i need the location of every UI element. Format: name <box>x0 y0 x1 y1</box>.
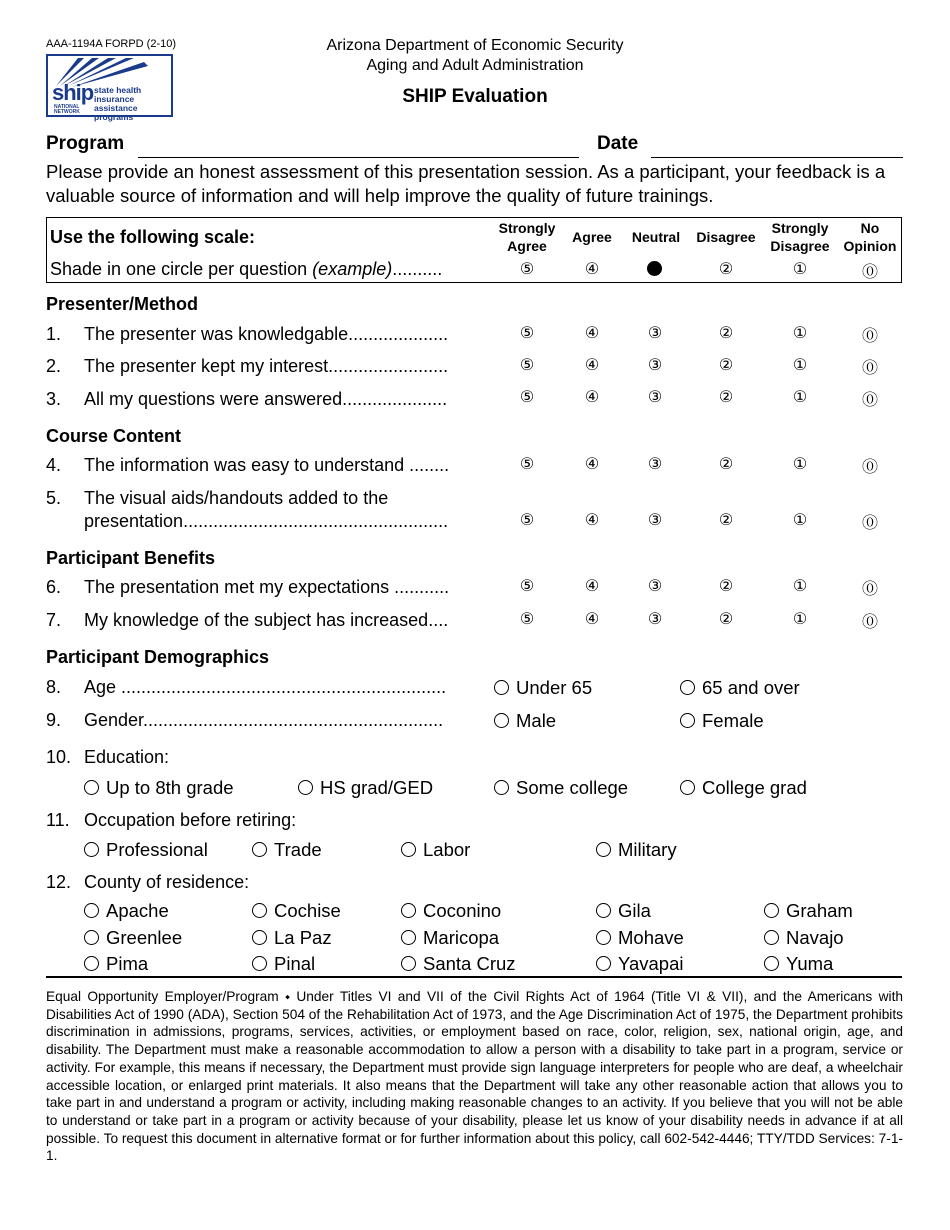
rating-circle[interactable]: ① <box>792 611 808 628</box>
section-benefits: Participant Benefits <box>46 548 216 568</box>
rating-circle[interactable]: ⑤ <box>519 611 535 628</box>
gender-option-male[interactable]: Male <box>494 710 556 732</box>
rating-circle[interactable]: ④ <box>584 578 600 595</box>
education-label: Education: <box>84 747 170 767</box>
program-field[interactable] <box>138 157 579 158</box>
age-option-65-over[interactable]: 65 and over <box>680 677 800 699</box>
radio-circle-icon <box>401 903 416 918</box>
rating-circle[interactable]: ⑤ <box>519 456 535 473</box>
radio-circle-icon <box>298 780 313 795</box>
occupation-option[interactable]: Military <box>596 839 677 861</box>
radio-circle-icon <box>252 842 267 857</box>
radio-circle-icon <box>764 956 779 971</box>
date-field[interactable] <box>651 157 903 158</box>
rating-circle[interactable]: ④ <box>584 325 600 342</box>
radio-circle-icon <box>680 680 695 695</box>
radio-circle-icon <box>596 842 611 857</box>
occupation-option[interactable]: Professional <box>84 839 208 861</box>
county-label: County of residence: <box>84 872 250 892</box>
county-option[interactable]: Pinal <box>252 953 315 975</box>
example-circle-2: ② <box>718 261 734 278</box>
rating-circle[interactable]: ③ <box>647 456 663 473</box>
rating-circle[interactable]: ⓪ <box>861 392 878 409</box>
radio-circle-icon <box>764 930 779 945</box>
question-number: 1. <box>46 324 62 344</box>
rating-circle[interactable]: ⓪ <box>861 459 878 476</box>
rating-circle[interactable]: ① <box>792 389 808 406</box>
radio-circle-icon <box>84 903 99 918</box>
county-option[interactable]: Cochise <box>252 900 341 922</box>
radio-circle-icon <box>494 780 509 795</box>
question-number: 11. <box>46 810 70 830</box>
legal-notice: Equal Opportunity Employer/Program ⬩ Under Titles VI and VII of the Civil Rights Act of 1964 (Title VI & VII), and the Americans with Disabilities Act of 1990 (ADA), Section 504 of the Rehabilitation Act of 1973, and the Age Discrimination Act of 1975, the Department prohibits discrimination in admissions, programs, services, activities, or employment based on race, color, religion, sex, national origin, age, and disability. The Department must make a reasonable accommodation to allow a person with a disability to take part in a program, service or activity. For example, this means if necessary, the Department must provide sign language interpreters for people who are deaf, a wheelchair accessible location, or enlarged print materials. It also means that the Department will take any other reasonable action that allows you to take part in and understand a program or activity, including making reasonable changes to an activity. If you believe that you will not be able to understand or take part in a program or activity because of your disability, please let us know of your disability needs in advance if at all possible. To request this document in alternative format or for further information about this policy, call 602-542-4446; TTY/TDD Services: 7-1-1. <box>46 989 903 1164</box>
logo-word: ship <box>52 80 94 105</box>
radio-circle-icon <box>680 713 695 728</box>
rating-circle[interactable]: ② <box>718 389 734 406</box>
rating-circle[interactable]: ② <box>718 578 734 595</box>
rating-circle[interactable]: ① <box>792 357 808 374</box>
county-option[interactable]: La Paz <box>252 927 332 949</box>
county-option[interactable]: Gila <box>596 900 651 922</box>
example-word: (example) <box>312 259 393 279</box>
rating-circle[interactable]: ⓪ <box>861 360 878 377</box>
rating-circle[interactable]: ③ <box>647 389 663 406</box>
radio-circle-icon <box>252 903 267 918</box>
page-title: SHIP Evaluation <box>402 86 548 107</box>
col-disagree: Disagree <box>696 229 756 245</box>
question-number: 8. <box>46 677 62 697</box>
rating-circle[interactable]: ④ <box>584 389 600 406</box>
rating-circle[interactable]: ⓪ <box>861 581 878 598</box>
rating-circle[interactable]: ⓪ <box>861 328 878 345</box>
intro-text: Please provide an honest assessment of this presentation session. As a participant, your feedback is a valuable source of information and will help improve the quality of future trainings. <box>46 161 886 206</box>
county-option[interactable]: Mohave <box>596 927 684 949</box>
scale-title: Use the following scale: <box>50 227 256 247</box>
section-presenter: Presenter/Method <box>46 294 199 314</box>
question-number: 3. <box>46 389 62 409</box>
radio-circle-icon <box>680 780 695 795</box>
question-text: The presenter kept my interest........................ <box>84 356 449 376</box>
education-option[interactable]: Up to 8th grade <box>84 777 234 799</box>
rating-circle[interactable]: ② <box>718 611 734 628</box>
question-number: 5. <box>46 488 62 508</box>
program-label: Program <box>46 133 125 154</box>
question-text: The presenter was knowledgable.................... <box>84 324 449 344</box>
radio-circle-icon <box>401 930 416 945</box>
rating-circle[interactable]: ④ <box>584 512 600 529</box>
radio-circle-icon <box>84 930 99 945</box>
ship-logo <box>46 54 173 122</box>
county-option[interactable]: Coconino <box>401 900 501 922</box>
rating-circle[interactable]: ③ <box>647 578 663 595</box>
col-no-opinion: No Opinion <box>843 220 897 254</box>
scale-instruction: Shade in one circle per question (example).......... <box>50 259 443 279</box>
age-option-under-65[interactable]: Under 65 <box>494 677 592 699</box>
rating-circle[interactable]: ③ <box>647 611 663 628</box>
rating-circle[interactable]: ② <box>718 325 734 342</box>
rating-circle[interactable]: ⑤ <box>519 325 535 342</box>
education-option[interactable]: HS grad/GED <box>298 777 433 799</box>
county-option[interactable]: Apache <box>84 900 169 922</box>
rating-circle[interactable]: ③ <box>647 325 663 342</box>
occupation-option[interactable]: Labor <box>401 839 470 861</box>
rating-circle[interactable]: ④ <box>584 456 600 473</box>
section-content: Course Content <box>46 426 181 446</box>
form-number: AAA-1194A FORPD (2-10) <box>46 38 177 50</box>
example-circle-4: ④ <box>584 261 600 278</box>
question-text: My knowledge of the subject has increased.... <box>84 610 449 630</box>
radio-circle-icon <box>84 842 99 857</box>
col-agree: Agree <box>572 229 612 245</box>
rating-circle[interactable]: ③ <box>647 357 663 374</box>
county-option[interactable]: Navajo <box>764 927 844 949</box>
example-circle-5: ⑤ <box>519 261 535 278</box>
gender-label: Gender............................................................ <box>84 710 444 730</box>
rating-circle[interactable]: ② <box>718 357 734 374</box>
radio-circle-icon <box>84 956 99 971</box>
example-circle-1: ① <box>792 261 808 278</box>
rating-circle[interactable]: ③ <box>647 512 663 529</box>
rating-circle[interactable]: ④ <box>584 357 600 374</box>
occupation-option[interactable]: Trade <box>252 839 322 861</box>
radio-circle-icon <box>494 713 509 728</box>
rating-circle[interactable]: ② <box>718 456 734 473</box>
rating-circle[interactable]: ⓪ <box>861 515 878 532</box>
county-option[interactable]: Pima <box>84 953 148 975</box>
county-option[interactable]: Greenlee <box>84 927 182 949</box>
radio-circle-icon <box>596 903 611 918</box>
division-name: Aging and Adult Administration <box>366 57 584 74</box>
radio-circle-icon <box>764 903 779 918</box>
question-number: 2. <box>46 356 62 376</box>
radio-circle-icon <box>596 956 611 971</box>
logo-sub: NATIONAL NETWORK <box>54 104 80 115</box>
example-filled-circle <box>647 261 662 281</box>
county-option[interactable]: Maricopa <box>401 927 499 949</box>
radio-circle-icon <box>494 680 509 695</box>
rating-circle[interactable]: ⓪ <box>861 614 878 631</box>
question-number: 6. <box>46 577 62 597</box>
rating-circle[interactable]: ① <box>792 325 808 342</box>
logo-tagline-1: state health insurance <box>94 85 142 104</box>
col-strongly-agree: Strongly Agree <box>498 220 556 254</box>
question-text: All my questions were answered..................... <box>84 389 448 409</box>
radio-circle-icon <box>252 930 267 945</box>
county-option[interactable]: Santa Cruz <box>401 953 516 975</box>
rating-circle[interactable]: ① <box>792 456 808 473</box>
radio-circle-icon <box>252 956 267 971</box>
col-neutral: Neutral <box>631 229 681 245</box>
question-text-cont: presentation..................................................... <box>84 511 449 531</box>
education-option[interactable]: Some college <box>494 777 628 799</box>
question-number: 12. <box>46 872 72 892</box>
rating-circle[interactable]: ⑤ <box>519 578 535 595</box>
gender-option-female[interactable]: Female <box>680 710 764 732</box>
question-number: 7. <box>46 610 62 630</box>
col-strongly-disagree: Strongly Disagree <box>770 220 830 254</box>
agency-name: Arizona Department of Economic Security <box>326 37 624 54</box>
section-demographics: Participant Demographics <box>46 647 270 667</box>
rating-circle[interactable]: ① <box>792 578 808 595</box>
rating-circle[interactable]: ⑤ <box>519 512 535 529</box>
divider <box>46 976 902 978</box>
rating-circle[interactable]: ⑤ <box>519 357 535 374</box>
question-number: 4. <box>46 455 62 475</box>
radio-circle-icon <box>84 780 99 795</box>
question-text: The information was easy to understand ........ <box>84 455 450 475</box>
rating-circle[interactable]: ② <box>718 512 734 529</box>
radio-circle-icon <box>596 930 611 945</box>
county-option[interactable]: Yavapai <box>596 953 683 975</box>
county-option[interactable]: Yuma <box>764 953 833 975</box>
rating-circle[interactable]: ⑤ <box>519 389 535 406</box>
education-option[interactable]: College grad <box>680 777 807 799</box>
county-option[interactable]: Graham <box>764 900 853 922</box>
radio-circle-icon <box>401 842 416 857</box>
question-number: 10. <box>46 747 72 767</box>
radio-circle-icon <box>401 956 416 971</box>
question-text: The visual aids/handouts added to the <box>84 488 389 508</box>
question-number: 9. <box>46 710 62 730</box>
example-circle-0: ⓪ <box>861 264 878 281</box>
date-label: Date <box>597 133 639 154</box>
occupation-label: Occupation before retiring: <box>84 810 297 830</box>
age-label: Age ................................................................. <box>84 677 447 697</box>
logo-tagline-2: assistance programs <box>94 103 138 122</box>
question-text: The presentation met my expectations ........... <box>84 577 450 597</box>
rating-circle[interactable]: ① <box>792 512 808 529</box>
rating-circle[interactable]: ④ <box>584 611 600 628</box>
